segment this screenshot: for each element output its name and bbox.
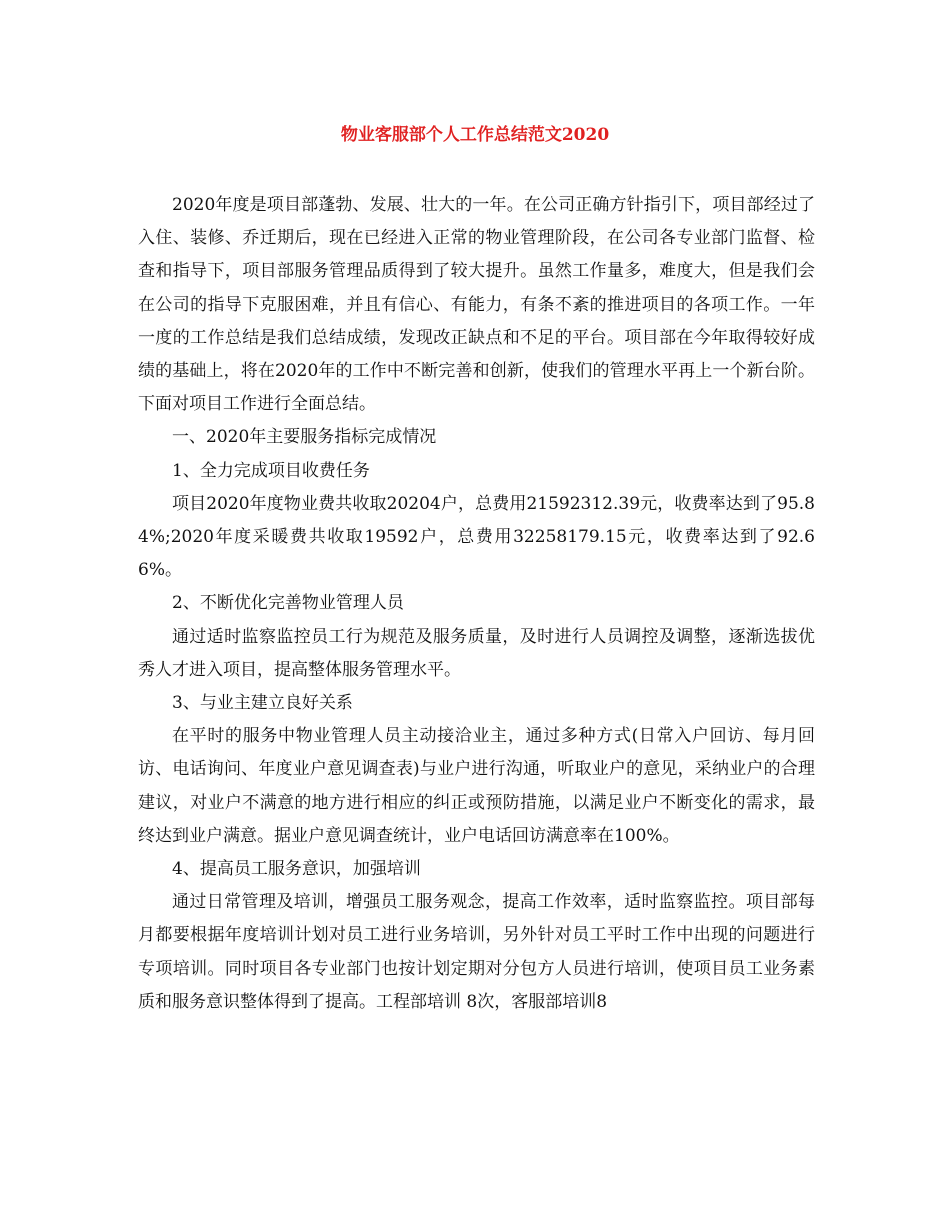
document-title: 物业客服部个人工作总结范文2020 bbox=[340, 125, 610, 145]
subheading-training: 4、提高员工服务意识，加强培训 bbox=[172, 859, 421, 880]
paragraph-owner-relations: 在平时的服务中物业管理人员主动接洽业主，通过多种方式(日常入户回访、每月回访、电话询问、年度业户意见调查表)与业户进行沟通，听取业户的意见，采纳业户的合理建议，对业户不满意的地方进行相应的纠正或预防措施，以满足业户不断变化的需求，最终达到业户满意。据业户意见调查统计，业户电话回访满意率在100%。 bbox=[138, 726, 815, 846]
subheading-staff-optimization: 2、不断优化完善物业管理人员 bbox=[172, 593, 404, 614]
paragraph-intro: 2020年度是项目部蓬勃、发展、壮大的一年。在公司正确方针指引下，项目部经过了入住、装修、乔迁期后，现在已经进入正常的物业管理阶段，在公司各专业部门监督、检查和指导下，项目部服务管理品质得到了较大提升。虽然工作量多，难度大，但是我们会在公司的指导下克服困难，并且有信心、有能力，有条不紊的推进项目的各项工作。一年一度的工作总结是我们总结成绩，发现改正缺点和不足的平台。项目部在今年取得较好成绩的基础上，将在2020年的工作中不断完善和创新，使我们的管理水平再上一个新台阶。下面对项目工作进行全面总结。 bbox=[138, 195, 815, 415]
document-body bbox=[138, 189, 815, 1019]
subheading-owner-relations: 3、与业主建立良好关系 bbox=[172, 693, 353, 714]
paragraph-staff-optimization: 通过适时监察监控员工行为规范及服务质量，及时进行人员调控及调整，逐渐选拔优秀人才进入项目，提高整体服务管理水平。 bbox=[138, 626, 815, 680]
paragraph-fee-collection: 项目2020年度物业费共收取20204户，总费用21592312.39元，收费率达到了95.84%;2020年度采暖费共收取19592户，总费用32258179.15元，收费率达到了92.66%。 bbox=[138, 493, 815, 581]
subheading-fee-collection: 1、全力完成项目收费任务 bbox=[172, 460, 370, 481]
section-heading-1: 一、2020年主要服务指标完成情况 bbox=[172, 427, 437, 448]
paragraph-training: 通过日常管理及培训，增强员工服务观念，提高工作效率，适时监察监控。项目部每月都要根据年度培训计划对员工进行业务培训，另外针对员工平时工作中出现的问题进行专项培训。同时项目各专业部门也按计划定期对分包方人员进行培训，使项目员工业务素质和服务意识整体得到了提高。工程部培训 8次，客服部培训8 bbox=[138, 892, 815, 1012]
